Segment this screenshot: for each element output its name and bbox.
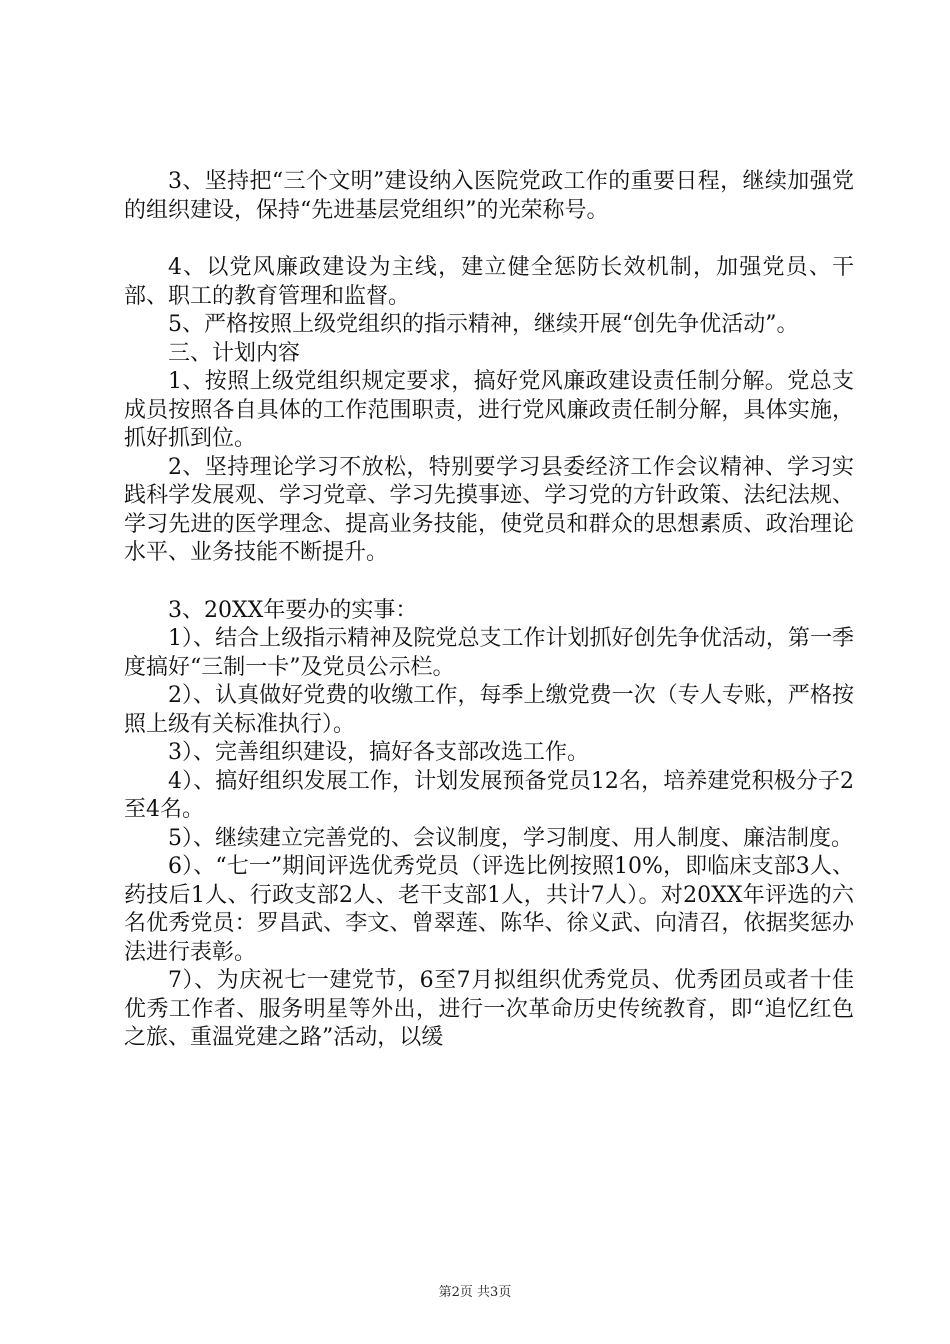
paragraph-item-5: 5、严格按照上级党组织的指示精神，继续开展“创先争优活动”。 — [168, 312, 799, 337]
list-item-7: 7）、为庆祝七一建党节，6至7月拟组织优秀党员、优秀团员或者十佳优秀工作者、服务明星等外出，进行一次革命历史传统教育，即“追忆红色之旅、重温党建之路”活动，以缓 — [124, 968, 854, 1050]
page-number-footer: 第2页 共3页 — [438, 1285, 512, 1300]
section-heading-plan-content: 三、计划内容 — [168, 340, 301, 366]
paragraph-plan-3: 3、20XX年要办的实事： — [168, 597, 418, 623]
paragraph-plan-1: 1、按照上级党组织规定要求，搞好党风廉政建设责任制分解。党总支成员按照各自具体的工作范围职责，进行党风廉政责任制分解，具体实施，抓好抓到位。 — [124, 369, 854, 451]
list-item-3: 3）、完善组织建设，搞好各支部改选工作。 — [168, 740, 589, 765]
list-item-4: 4）、搞好组织发展工作，计划发展预备党员12名，培养建党积极分子2至4名。 — [124, 768, 854, 822]
paragraph-item-4: 4、以党风廉政建设为主线，建立健全惩防长效机制，加强党员、干部、职工的教育管理和监督。 — [124, 255, 854, 309]
paragraph-gap — [124, 568, 854, 597]
paragraph-plan-2: 2、坚持理论学习不放松，特别要学习县委经济工作会议精神、学习实践科学发展观、学习党章、学习先摸事迹、学习党的方针政策、法纪法规、学习先进的医学理念、提高业务技能，使党员和群众的思想素质、政治理论水平、业务技能不断提升。 — [124, 454, 854, 565]
paragraph-gap — [124, 225, 854, 254]
list-item-5: 5）、继续建立完善党的、会议制度，学习制度、用人制度、廉洁制度。 — [168, 825, 853, 851]
document-body — [124, 168, 854, 1053]
list-item-1: 1）、结合上级指示精神及院党总支工作计划抓好创先争优活动，第一季度搞好“三制一卡”及党员公示栏。 — [124, 626, 854, 680]
paragraph-item-3: 3、坚持把“三个文明”建设纳入医院党政工作的重要日程，继续加强党的组织建设，保持“先进基层党组织”的光荣称号。 — [124, 169, 854, 223]
list-item-2: 2）、认真做好党费的收缴工作，每季上缴党费一次（专人专账，严格按照上级有关标准执行）。 — [124, 683, 854, 737]
list-item-6: 6）、“七一”期间评选优秀党员（评选比例按照10%，即临床支部3人、药技后1人、行政支部2人、老干支部1人，共计7人）。对20XX年评选的六名优秀党员：罗昌武、李文、曾翠莲、陈华、徐义武、向清召，依据奖惩办法进行表彰。 — [124, 854, 854, 965]
